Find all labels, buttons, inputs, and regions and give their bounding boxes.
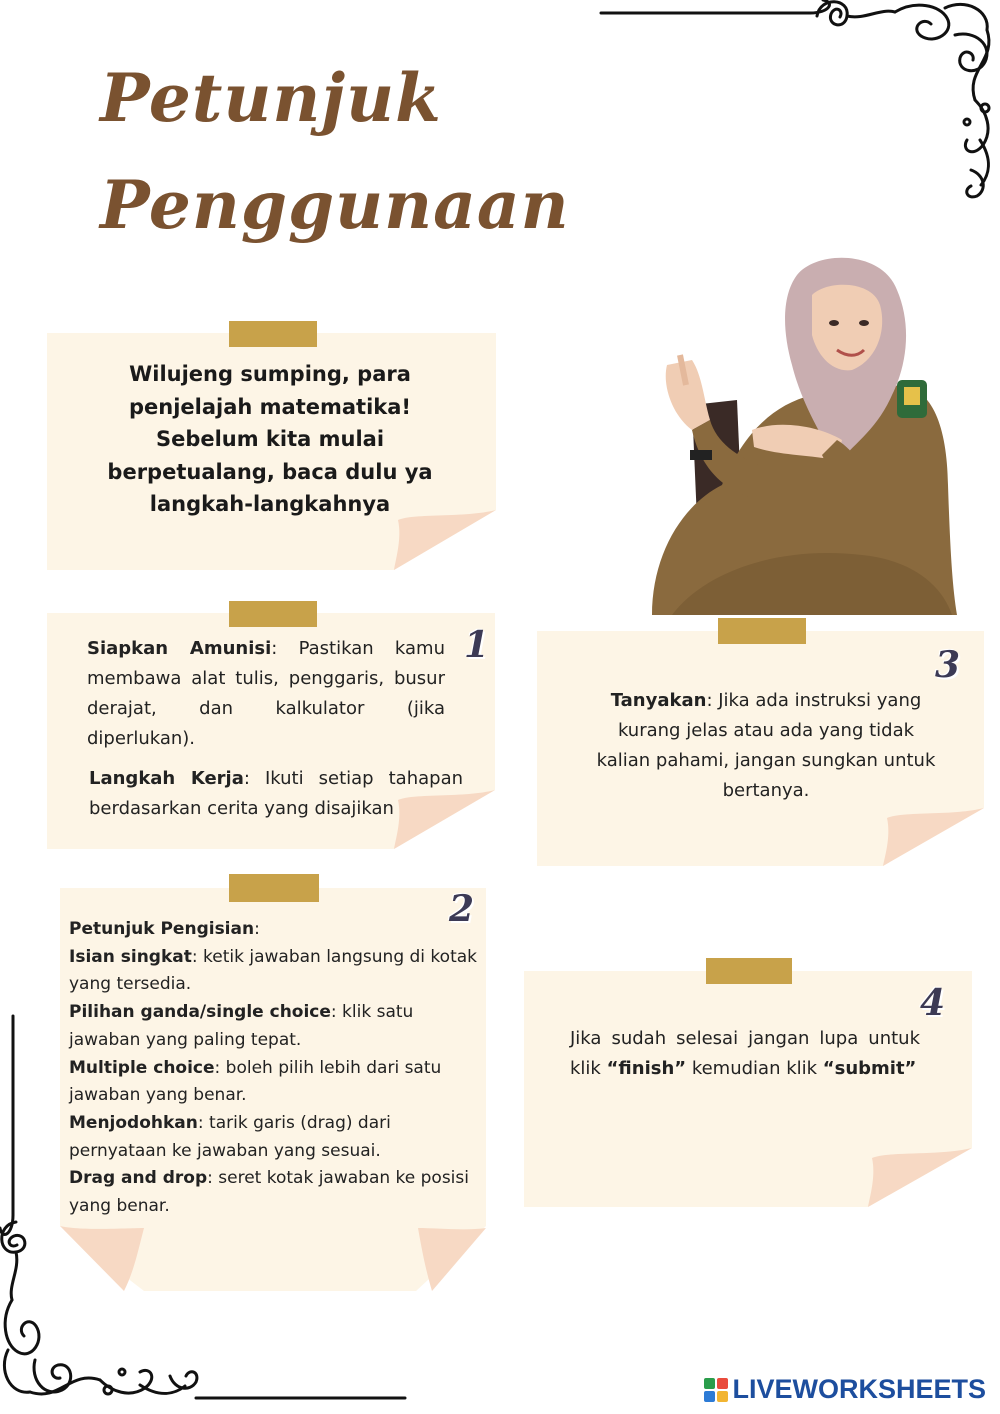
card-1-text-2: : Ikuti setiap tahapan berdasarkan cerita yang disajikan [89, 768, 464, 819]
teacher-illustration-icon [612, 255, 957, 615]
list-item: Pilihan ganda/single choice: klik satu jawaban yang paling tepat. [69, 1002, 414, 1050]
card-1-paragraph-1 [87, 634, 445, 754]
page-fold-icon [868, 1146, 972, 1207]
card-3-text: : Jika ada instruksi yang kurang jelas atau ada yang tidak kalian pahami, jangan sungkan untuk bertanya. [596, 690, 936, 801]
title-line-1: Petunjuk [100, 59, 442, 137]
step-number-4: 4 [920, 982, 946, 1024]
tape-strip [718, 618, 806, 644]
card-3-bold-label: Tanyakan [610, 690, 707, 711]
card-1-text: : Pastikan kamu membawa alat tulis, penggaris, busur derajat, dan kalkulator (jika diperlukan). [87, 638, 446, 749]
logo-text: LIVEWORKSHEETS [732, 1374, 986, 1404]
tape-strip [229, 874, 319, 902]
list-item: Menjodohkan: tarik garis (drag) dari pernyataan ke jawaban yang sesuai. [69, 1112, 391, 1161]
list-item: Drag and drop: seret kotak jawaban ke posisi yang benar. [69, 1168, 469, 1217]
page-fold-icon [416, 1226, 486, 1291]
tape-strip [229, 321, 317, 347]
liveworksheets-logo [704, 1374, 986, 1405]
card-1-paragraph-2 [89, 764, 463, 824]
tape-strip [229, 601, 317, 627]
ornament-top-right-icon [595, 0, 1000, 200]
page-fold-icon [883, 806, 984, 866]
step-number-1: 1 [464, 624, 490, 666]
card-4-paragraph: Jika sudah selesai jangan lupa untuk klik “finish” kemudian klik “submit” [570, 1028, 920, 1079]
step-number-2: 2 [449, 888, 475, 930]
tape-strip [706, 958, 792, 984]
card-1-bold-label-2: Langkah Kerja [89, 768, 244, 789]
card-2-content [69, 916, 489, 1221]
page-fold-icon [60, 1226, 144, 1291]
title-line-2: Penggunaan [100, 166, 570, 244]
list-item: Isian singkat: ketik jawaban langsung di kotak yang tersedia. [69, 946, 477, 995]
list-item: Multiple choice: boleh pilih lebih dari satu jawaban yang benar. [69, 1057, 442, 1106]
card-2-heading: Petunjuk Pengisian: [69, 919, 260, 939]
welcome-text: Wilujeng sumping, para penjelajah matematika! Sebelum kita mulai berpetualang, baca dulu ya langkah-langkahnya [107, 362, 433, 516]
liveworksheets-logo-icon [704, 1378, 728, 1402]
card-3-paragraph [592, 686, 940, 806]
step-number-3: 3 [935, 644, 961, 686]
card-1-bold-label: Siapkan Amunisi [87, 638, 272, 659]
